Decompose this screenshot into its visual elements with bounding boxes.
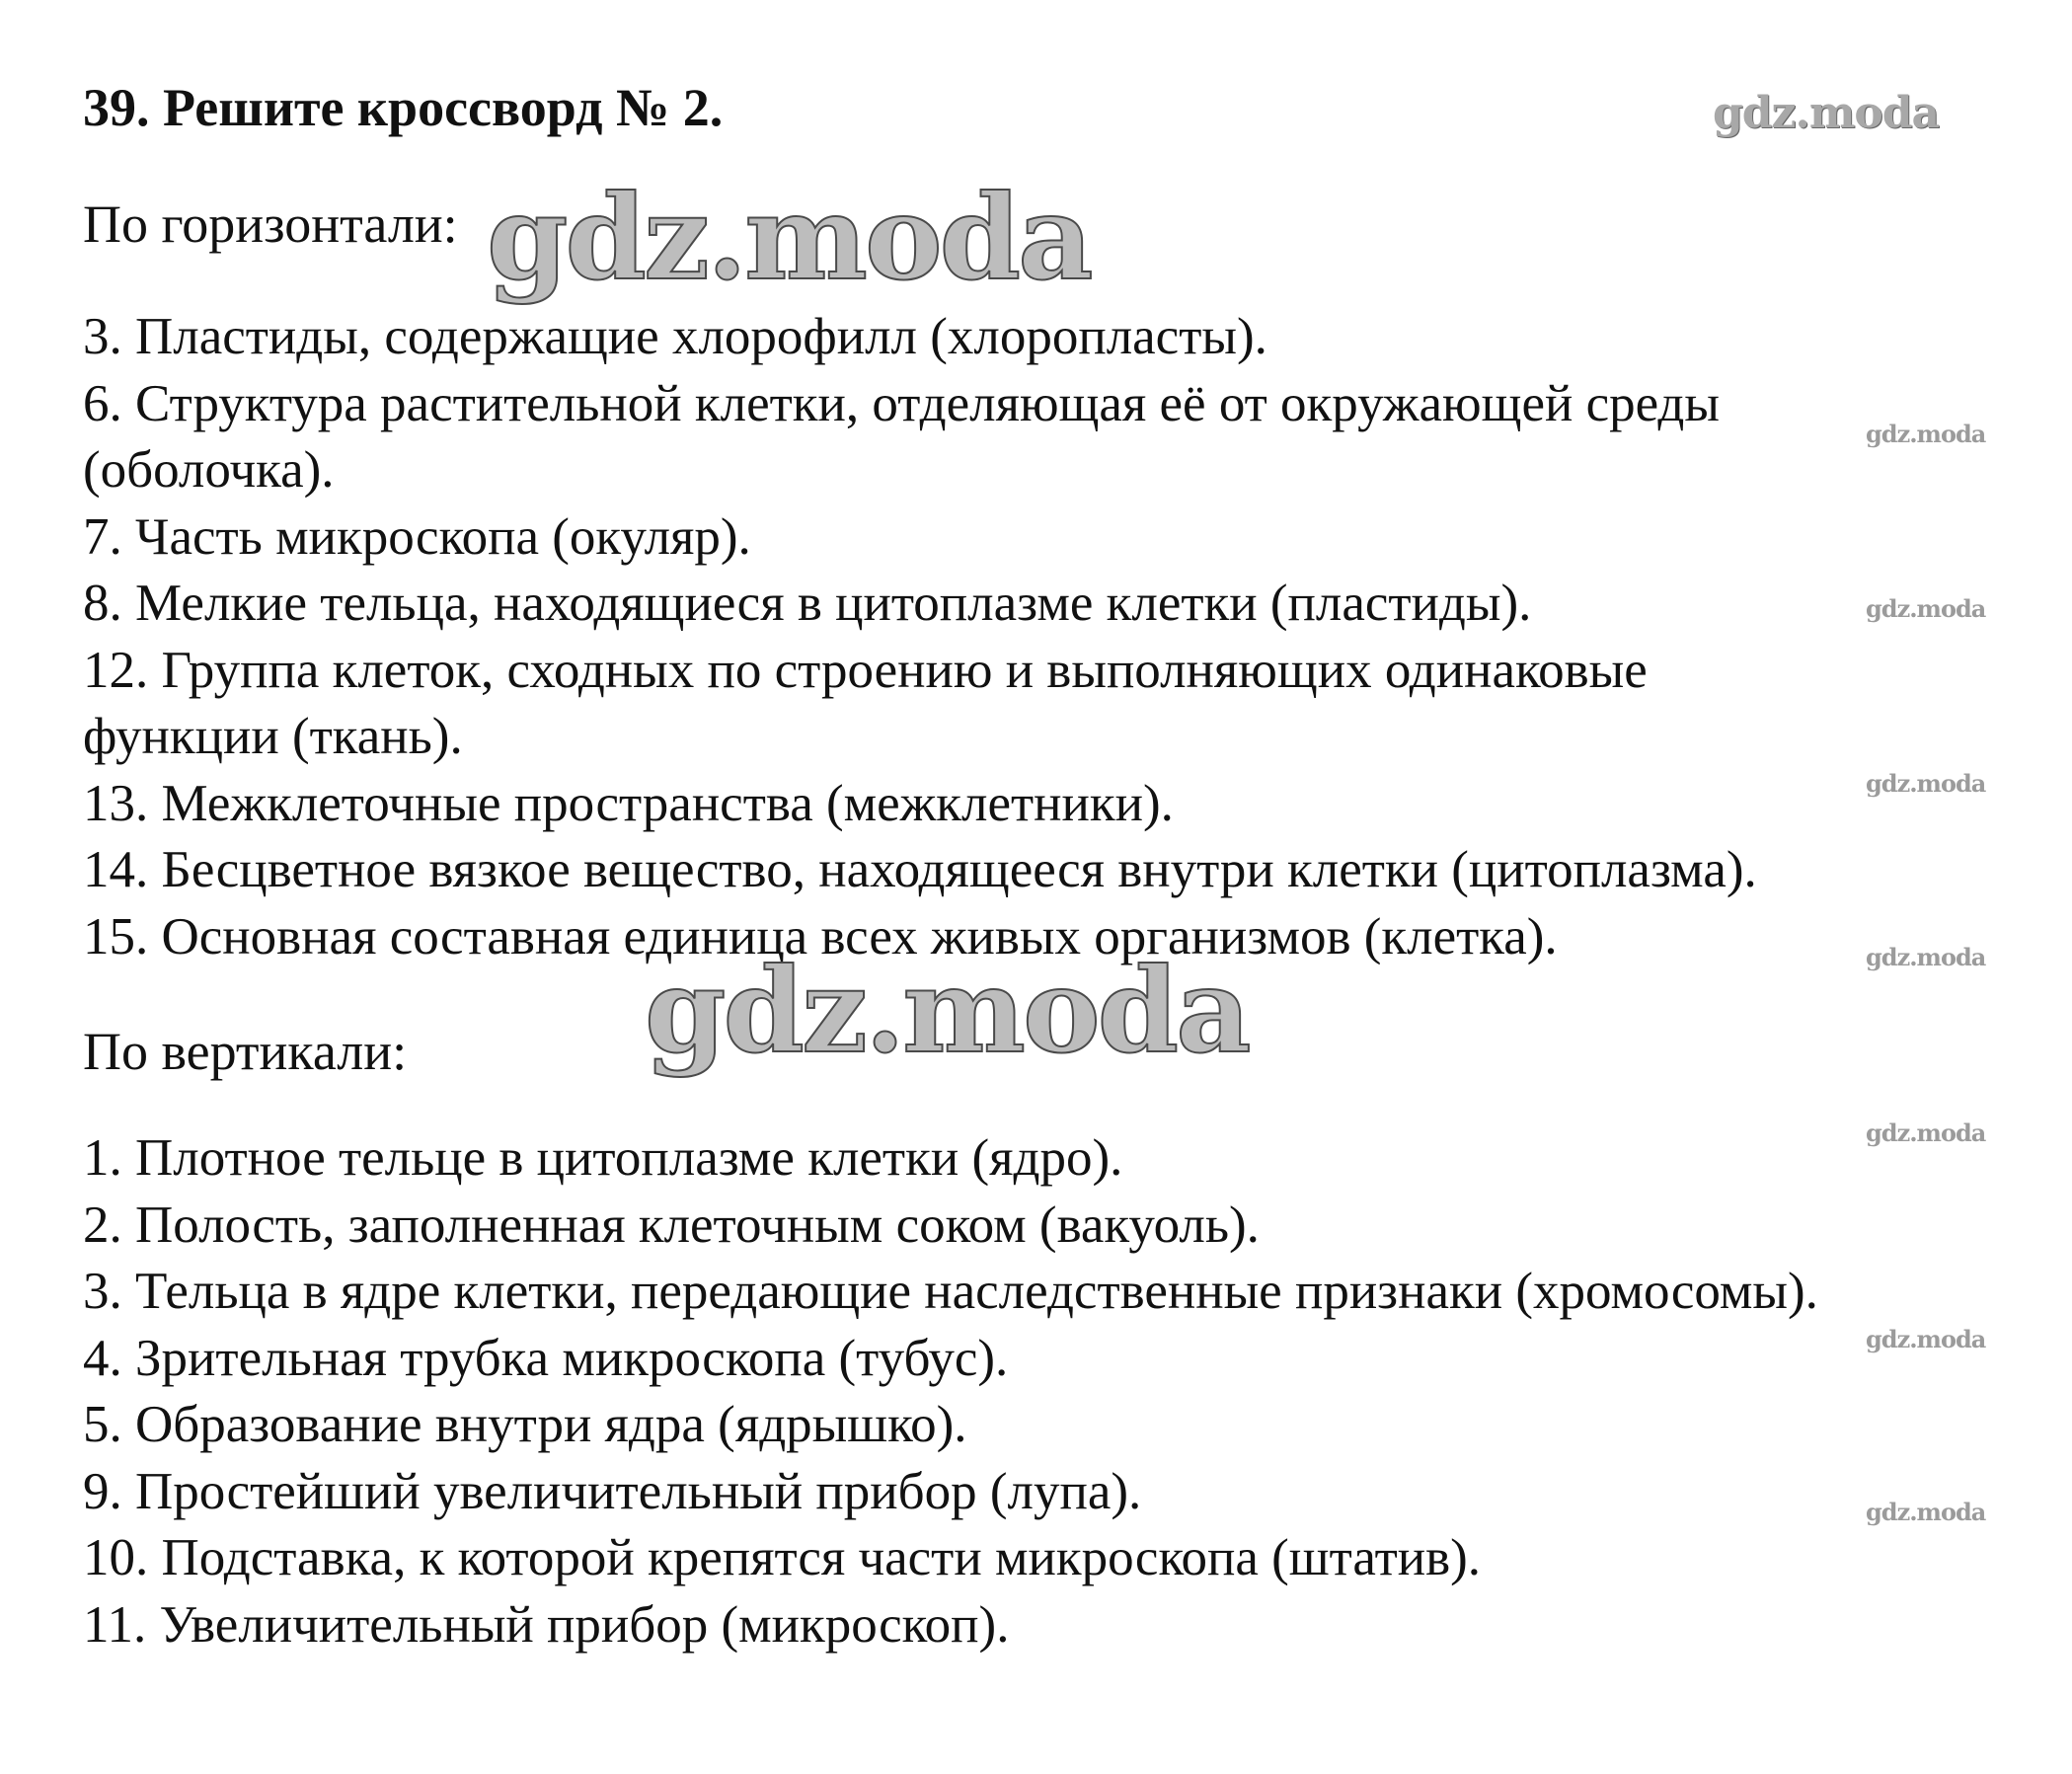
down-clue-2: 2. Полость, заполненная клеточным соком (вакуоль). bbox=[83, 1196, 1260, 1254]
down-clues bbox=[83, 1125, 2018, 1658]
across-clue-8: 8. Мелкие тельца, находящиеся в цитоплазме клетки (пластиды). bbox=[83, 575, 1532, 632]
across-clue-7: 7. Часть микроскопа (окуляр). bbox=[83, 507, 751, 566]
down-clue-11: 11. Увеличительный прибор (микроскоп). bbox=[83, 1595, 1010, 1654]
watermark-small-1: gdz.moda bbox=[1866, 420, 1986, 448]
across-clue-6: 6. Структура растительной клетки, отделяющая её от окружающей среды (оболочка). bbox=[83, 374, 1721, 499]
down-clue-9: 9. Простейший увеличительный прибор (лупа). bbox=[83, 1462, 1142, 1520]
across-clues bbox=[83, 304, 2018, 970]
across-heading: По горизонтали: bbox=[83, 194, 458, 254]
watermark-small-6: gdz.moda bbox=[1866, 1325, 1986, 1353]
across-clue-15: 15. Основная составная единица всех живых организмов (клетка). bbox=[83, 907, 1558, 965]
watermark-small-7: gdz.moda bbox=[1866, 1498, 1986, 1526]
down-clue-3: 3. Тельца в ядре клетки, передающие наследственные признаки (хромосомы). bbox=[83, 1263, 1818, 1320]
down-clue-1: 1. Плотное тельце в цитоплазме клетки (ядро). bbox=[83, 1129, 1123, 1187]
watermark-small-2: gdz.moda bbox=[1866, 594, 1986, 623]
across-clue-14: 14. Бесцветное вязкое вещество, находящееся внутри клетки (цитоплазма). bbox=[83, 841, 1757, 898]
across-clue-13: 13. Межклеточные пространства (межклетники). bbox=[83, 774, 1174, 832]
down-heading: По вертикали: bbox=[83, 1022, 408, 1081]
watermark-large-2: gdz.moda bbox=[645, 942, 1249, 1079]
watermark-large-1: gdz.moda bbox=[487, 169, 1091, 306]
watermark-small-5: gdz.moda bbox=[1866, 1118, 1986, 1147]
across-clue-3: 3. Пластиды, содержащие хлорофилл (хлоропласты). bbox=[83, 308, 1267, 365]
watermark-small-3: gdz.moda bbox=[1866, 769, 1986, 798]
watermark-top: gdz.moda bbox=[1713, 88, 1940, 138]
task-title: 39. Решите кроссворд № 2. bbox=[83, 78, 724, 137]
down-clue-4: 4. Зрительная трубка микроскопа (тубус). bbox=[83, 1329, 1009, 1387]
watermark-small-4: gdz.moda bbox=[1866, 943, 1986, 971]
down-clue-10: 10. Подставка, к которой крепятся части микроскопа (штатив). bbox=[83, 1529, 1482, 1586]
down-clue-5: 5. Образование внутри ядра (ядрышко). bbox=[83, 1396, 967, 1453]
across-clue-12: 12. Группа клеток, сходных по строению и выполняющих одинаковые функции (ткань). bbox=[83, 641, 1648, 765]
